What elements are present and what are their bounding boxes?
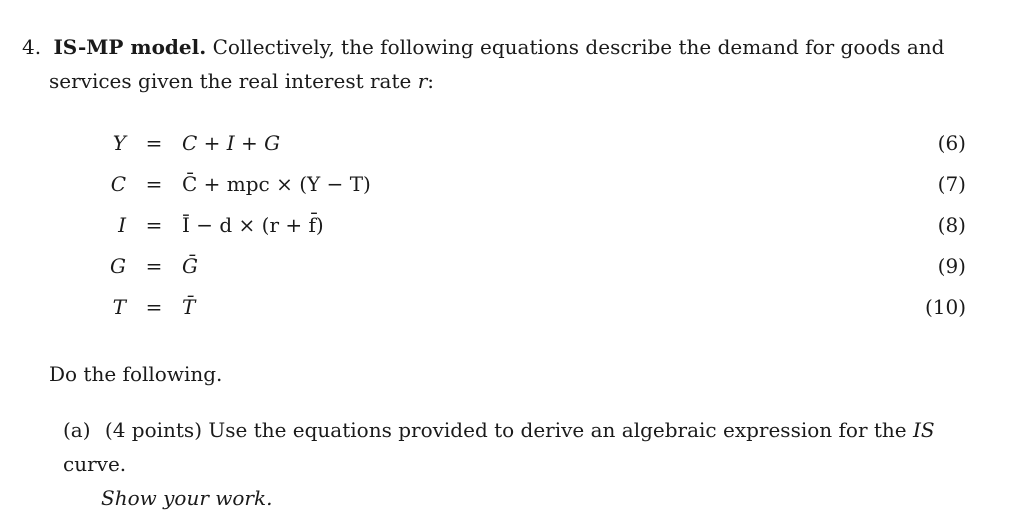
equation-row bbox=[96, 295, 966, 335]
part-a bbox=[63, 413, 983, 515]
problem-title: IS-MP model. bbox=[53, 35, 207, 59]
problem-intro-line1: Collectively, the following equations describe the demand for goods and bbox=[212, 35, 945, 59]
equals-sign: = bbox=[145, 172, 163, 196]
equals-sign: = bbox=[145, 213, 163, 237]
equation-lhs: I bbox=[118, 213, 126, 237]
equation-number: (7) bbox=[937, 172, 966, 196]
problem-number: 4. bbox=[22, 35, 42, 59]
problem-header bbox=[22, 30, 982, 98]
instruction-text: Do the following. bbox=[49, 362, 223, 386]
intro-suffix: : bbox=[427, 69, 435, 93]
equation-lhs: T bbox=[112, 295, 126, 319]
equation-row bbox=[96, 213, 966, 253]
equation-rhs: T̄ bbox=[182, 295, 196, 319]
equation-row bbox=[96, 172, 966, 212]
equation-number: (8) bbox=[937, 213, 966, 237]
equation-row bbox=[96, 131, 966, 171]
equation-row bbox=[96, 254, 966, 294]
part-a-label: (a) bbox=[63, 418, 91, 442]
part-a-suffix: curve. bbox=[63, 452, 127, 476]
part-a-variable: IS bbox=[912, 418, 935, 442]
part-a-text: Use the equations provided to derive an algebraic expression for the bbox=[208, 418, 913, 442]
part-a-line2: Show your work. bbox=[101, 486, 273, 510]
intro-line2-text: services given the real interest rate bbox=[49, 69, 418, 93]
equation-rhs: Ḡ bbox=[182, 254, 198, 278]
equals-sign: = bbox=[145, 131, 163, 155]
equation-lhs: G bbox=[110, 254, 126, 278]
equation-number: (10) bbox=[924, 295, 966, 319]
equation-rhs: C + I + G bbox=[182, 131, 281, 155]
equation-lhs: C bbox=[110, 172, 126, 196]
problem-intro-line2 bbox=[22, 64, 982, 98]
equals-sign: = bbox=[145, 254, 163, 278]
equation-rhs: Ī − d × (r + f̄) bbox=[182, 213, 324, 237]
equation-number: (6) bbox=[937, 131, 966, 155]
equation-lhs: Y bbox=[112, 131, 126, 155]
intro-variable: r bbox=[417, 69, 428, 93]
equation-number: (9) bbox=[937, 254, 966, 278]
equals-sign: = bbox=[145, 295, 163, 319]
part-a-points: (4 points) bbox=[104, 418, 202, 442]
equation-rhs: C̄ + mpc × (Y − T) bbox=[182, 172, 371, 196]
